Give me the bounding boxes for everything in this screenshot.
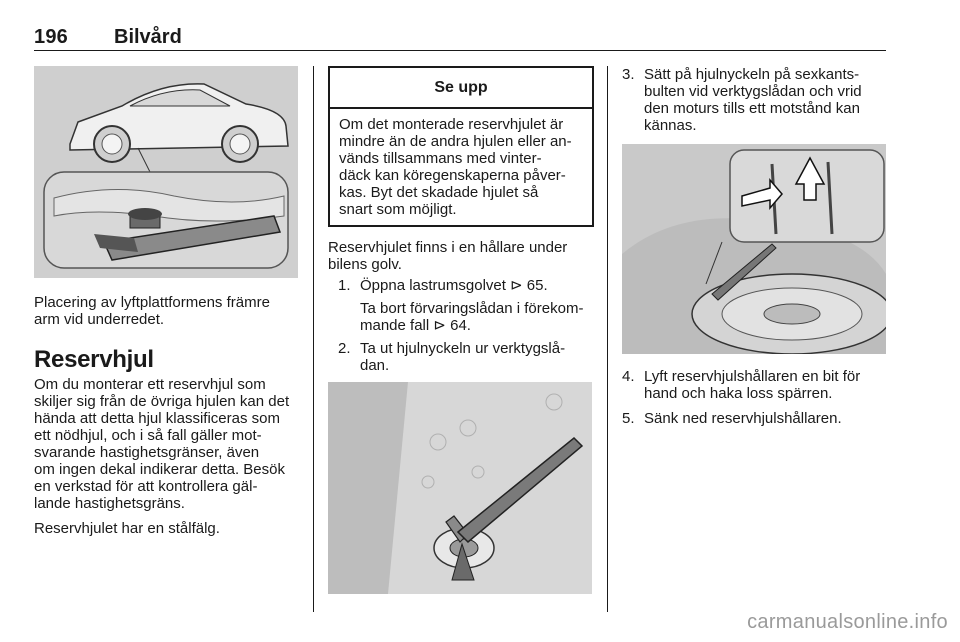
column-2 xyxy=(328,66,594,594)
body-line: ett nödhjul, och i så fall gäller mot- xyxy=(34,427,262,444)
step-line: Ta ut hjulnyckeln ur verktygslå- xyxy=(360,340,566,357)
car-lift-illustration xyxy=(34,66,298,278)
body-line: Om du monterar ett reservhjul som xyxy=(34,376,266,393)
page-header xyxy=(34,26,886,51)
body-line: bilens golv. xyxy=(328,256,402,273)
column-1 xyxy=(34,66,296,537)
section-heading: Reservhjul xyxy=(34,346,154,373)
figure-caption-line: arm vid underredet. xyxy=(34,311,165,328)
step-line: Sätt på hjulnyckeln på sexkants- xyxy=(644,66,860,83)
step-number: 2. xyxy=(338,340,351,357)
step-5 xyxy=(622,410,886,427)
body-line: lande hastighetsgräns. xyxy=(34,495,185,512)
column-divider-1 xyxy=(313,66,314,612)
step-number: 5. xyxy=(622,410,635,427)
body-line: Reservhjulet finns i en hållare under xyxy=(328,239,568,256)
step-line: kännas. xyxy=(644,117,697,134)
caution-box xyxy=(328,66,594,227)
step-line: mande fall ⊳ 64. xyxy=(360,317,471,334)
step-number: 1. xyxy=(338,277,351,294)
car-lift-drawing xyxy=(34,66,298,278)
body-line: hända att detta hjul klassificeras som xyxy=(34,410,280,427)
body-line: om ingen dekal indikerar detta. Besök xyxy=(34,461,285,478)
column-3 xyxy=(622,66,886,427)
step-line: den moturs tills ett motstånd kan xyxy=(644,100,860,117)
caution-line: däck kan köregenskaperna påver- xyxy=(339,167,566,184)
step-line: Lyft reservhjulshållaren en bit för xyxy=(644,368,861,385)
caution-line: Om det monterade reservhjulet är xyxy=(339,116,564,133)
caution-line: mindre än de andra hjulen eller an- xyxy=(339,133,572,150)
step-number: 3. xyxy=(622,66,635,83)
step-line: Öppna lastrumsgolvet ⊳ 65. xyxy=(360,277,548,294)
column-divider-2 xyxy=(607,66,608,612)
step-line: bulten vid verktygslådan och vrid xyxy=(644,83,862,100)
section-title: Bilvård xyxy=(114,26,182,48)
wrench-drawing xyxy=(328,382,592,594)
step-1-substep xyxy=(338,300,594,334)
step-number: 4. xyxy=(622,368,635,385)
step-2 xyxy=(338,340,594,374)
caution-body xyxy=(330,109,592,225)
step-line: Ta bort förvaringslådan i förekom- xyxy=(360,300,584,317)
step-line: hand och haka loss spärren. xyxy=(644,385,833,402)
body-line: skiljer sig från de övriga hjulen kan det xyxy=(34,393,290,410)
caution-line: vänds tillsammans med vinter- xyxy=(339,150,542,167)
spare-wheel-holder-illustration xyxy=(622,144,886,354)
caution-line: snart som möjligt. xyxy=(339,201,457,218)
body-line: svarande hastighetsgränser, även xyxy=(34,444,260,461)
step-3 xyxy=(622,66,886,134)
body-line: Reservhjulet har en stålfälg. xyxy=(34,520,220,537)
wrench-in-toolbox-illustration xyxy=(328,382,592,594)
figure-caption-line: Placering av lyftplattformens främre xyxy=(34,294,270,311)
caution-title: Se upp xyxy=(330,68,592,109)
page-number: 196 xyxy=(34,26,68,48)
caution-line: kas. Byt det skadade hjulet så xyxy=(339,184,539,201)
body-line: en verkstad för att kontrollera gäl- xyxy=(34,478,258,495)
watermark-text: carmanualsonline.info xyxy=(747,611,948,633)
step-line: dan. xyxy=(360,357,390,374)
step-line: Sänk ned reservhjulshållaren. xyxy=(644,410,842,427)
holder-drawing xyxy=(622,144,886,354)
step-1 xyxy=(338,277,594,294)
step-4 xyxy=(622,368,886,402)
